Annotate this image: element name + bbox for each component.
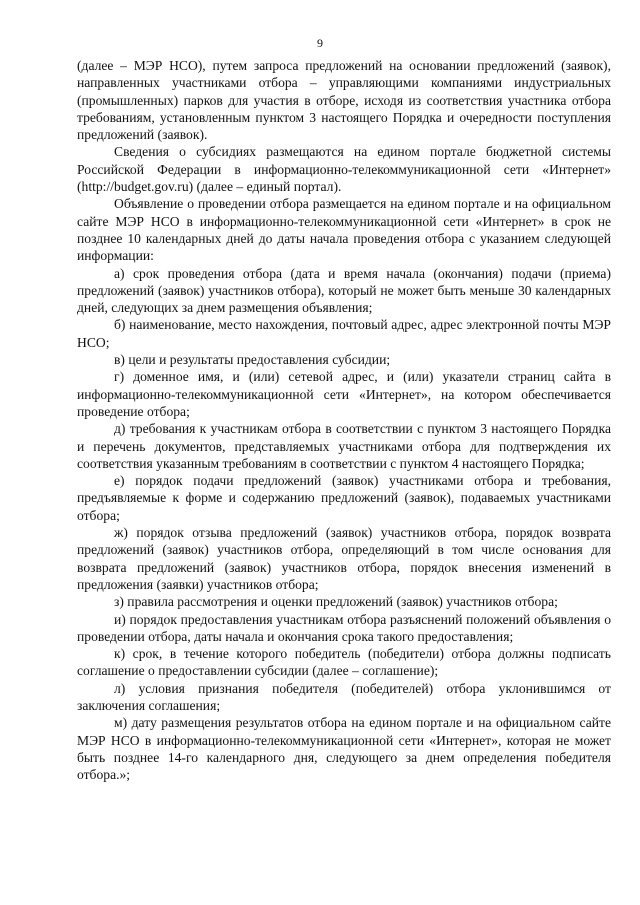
list-item-m: м) дату размещения результатов отбора на едином портале и на официальном сайте МЭР НСО в информационно-телекоммуникационной сети «Интернет», которая не может быть позднее 14-го календарного дня, следующего за днем определения победителя отбора.»; xyxy=(77,715,611,783)
list-item-a: а) срок проведения отбора (дата и время начала (окончания) подачи (приема) предложений (заявок) участников отбора), который не может быть меньше 30 календарных дней, следующих за днем размещения объявления; xyxy=(77,265,611,316)
list-item-e: е) порядок подачи предложений (заявок) участниками отбора и требования, предъявляемые к форме и содержанию предложений (заявок), подаваемых участниками отбора; xyxy=(77,473,611,523)
list-item-z: з) правила рассмотрения и оценки предложений (заявок) участников отбора; xyxy=(114,594,558,610)
document-body xyxy=(77,57,611,783)
list-item-b: б) наименование, место нахождения, почтовый адрес, адрес электронной почты МЭР НСО; xyxy=(77,317,611,350)
list-item-g: г) доменное имя, и (или) сетевой адрес, и (или) указатели страниц сайта в информационно-телекоммуникационной сети «Интернет», на котором обеспечивается проведение отбора; xyxy=(77,369,611,419)
list-item-zh: ж) порядок отзыва предложений (заявок) участников отбора, порядок возврата предложений (заявок) участников отбора, определяющий в том числе основания для возврата предложений (заявок) участников отбора, порядок внесения изменений в предложения (заявки) участников отбора; xyxy=(77,525,611,592)
list-item-k: к) срок, в течение которого победитель (победители) отбора должны подписать соглашение о предоставлении субсидии (далее – соглашение); xyxy=(77,646,611,679)
page-number: 9 xyxy=(317,36,323,50)
list-item-v: в) цели и результаты предоставления субсидии; xyxy=(114,352,391,368)
paragraph-subsidy-info: Сведения о субсидиях размещаются на едином портале бюджетной системы Российской Федерации в информационно-телекоммуникационной сети «Интернет» (http://budget.gov.ru) (далее – единый портал). xyxy=(77,144,611,195)
paragraph-continuation: (далее – МЭР НСО), путем запроса предложений на основании предложений (заявок), направленных участниками отбора – управляющими компаниями индустриальных (промышленных) парков для участия в отборе, исходя из соответствия участника отбора требованиям, установленным пунктом 3 настоящего Порядка и очередности поступления предложений (заявок). xyxy=(77,58,611,143)
list-item-i: и) порядок предоставления участникам отбора разъяснений положений объявления о проведении отбора, даты начала и окончания срока такого предоставления; xyxy=(77,611,611,644)
list-item-d: д) требования к участникам отбора в соответствии с пунктом 3 настоящего Порядка и перечень документов, представляемых участниками отбора для подтверждения их соответствия указанным требованиям в соответствии с пунктом 4 настоящего Порядка; xyxy=(77,421,611,471)
list-item-l: л) условия признания победителя (победителей) отбора уклонившимся от заключения соглашения; xyxy=(77,680,611,713)
paragraph-announcement: Объявление о проведении отбора размещается на едином портале и на официальном сайте МЭР НСО в информационно-телекоммуникационной сети «Интернет» в срок не позднее 10 календарных дней до даты начала проведения отбора с указанием следующей информации: xyxy=(77,196,611,264)
